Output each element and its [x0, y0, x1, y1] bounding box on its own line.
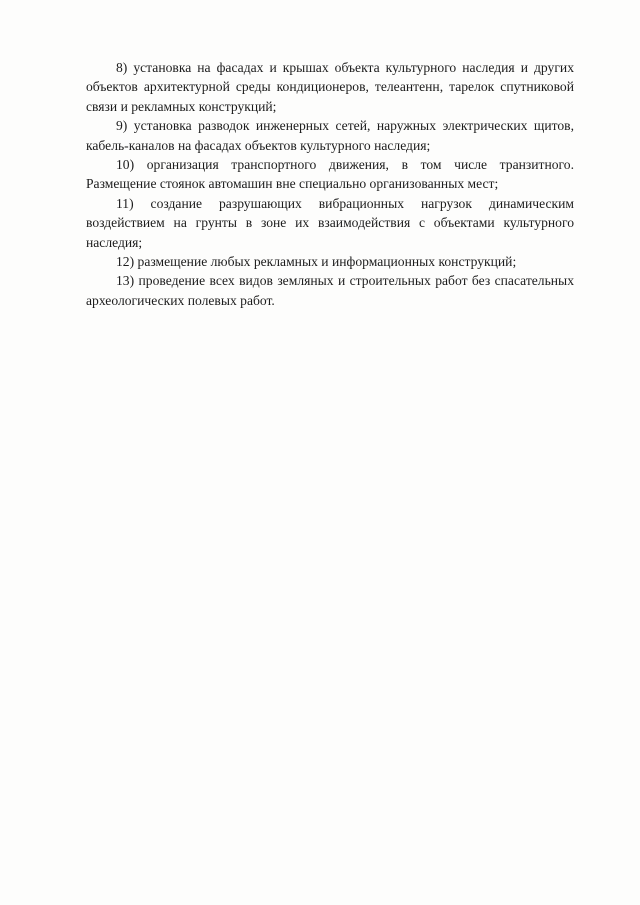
list-item-9: 9) установка разводок инженерных сетей, наружных электрических щитов, кабель-каналов на фасадах объектов культурного наследия; — [86, 118, 574, 153]
list-item-12: 12) размещение любых рекламных и информационных конструкций; — [116, 254, 517, 270]
list-item-11: 11) создание разрушающих вибрационных нагрузок динамическим воздействием на грунты в зоне их взаимодействия с объектами культурного наследия; — [86, 195, 574, 250]
list-item-13: 13) проведение всех видов земляных и строительных работ без спасательных археологических полевых работ. — [86, 273, 574, 308]
list-item-10: 10) организация транспортного движения, в том числе транзитного. Размещение стоянок автомашин вне специально организованных мест; — [86, 157, 574, 192]
list-item-8: 8) установка на фасадах и крышах объекта культурного наследия и других объектов архитектурной среды кондиционеров, телеантенн, тарелок спутниковой связи и рекламных конструкций; — [86, 60, 574, 114]
restrictions-list — [86, 58, 574, 310]
